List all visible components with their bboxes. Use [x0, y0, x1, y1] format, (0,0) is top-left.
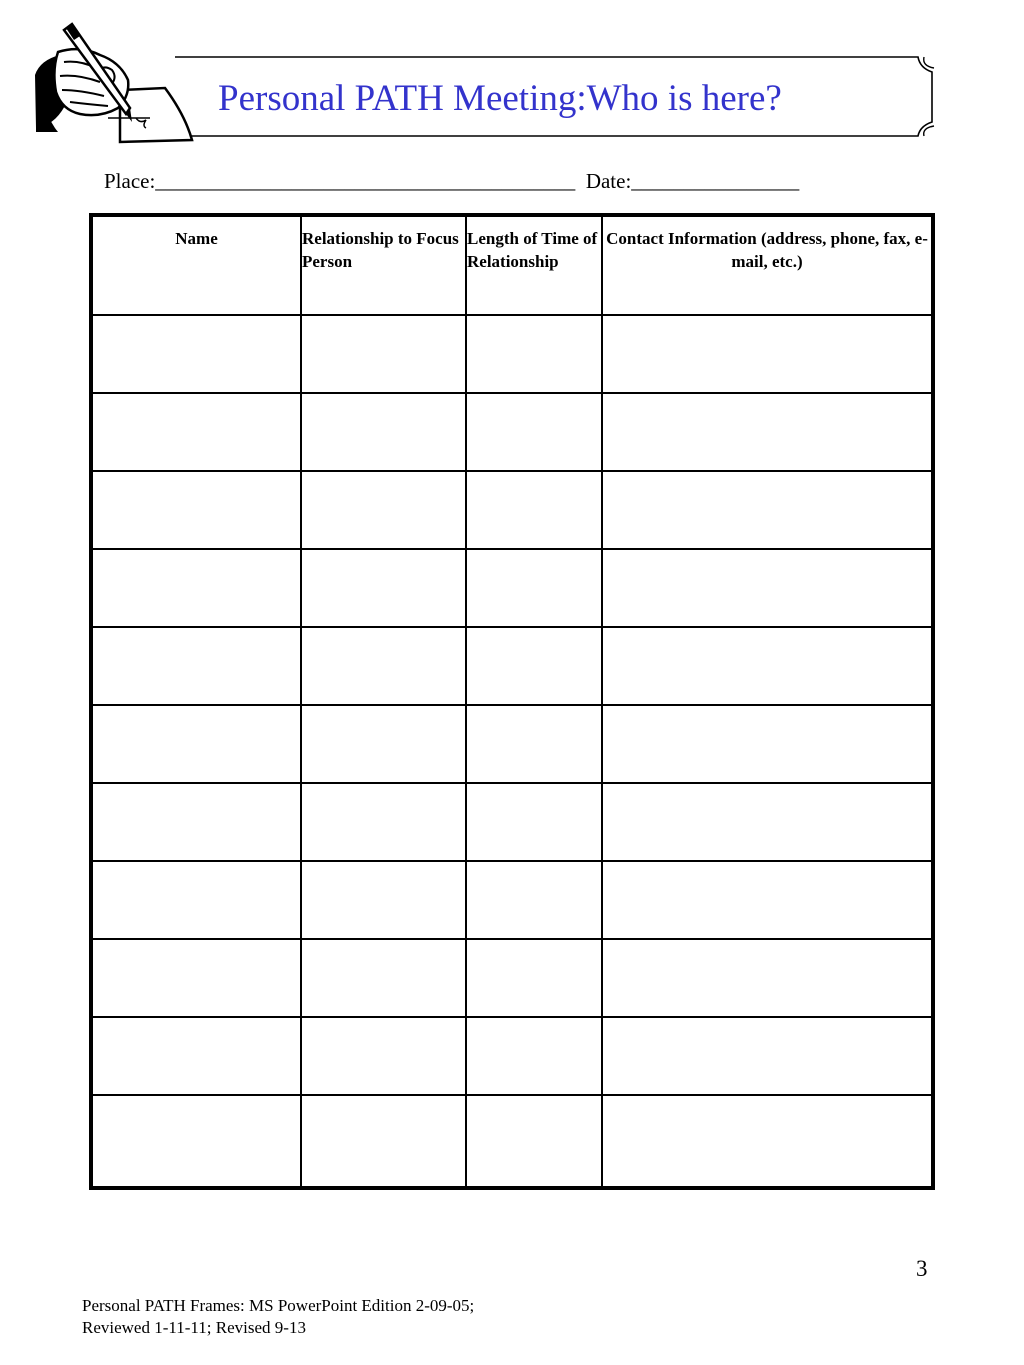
cell-length[interactable]: [466, 1017, 602, 1095]
cell-length[interactable]: [466, 939, 602, 1017]
cell-relationship[interactable]: [301, 861, 466, 939]
cell-length[interactable]: [466, 471, 602, 549]
cell-contact[interactable]: [602, 1095, 933, 1188]
cell-relationship[interactable]: [301, 549, 466, 627]
cell-length[interactable]: [466, 705, 602, 783]
cell-name[interactable]: [91, 783, 301, 861]
cell-contact[interactable]: [602, 471, 933, 549]
cell-relationship[interactable]: [301, 783, 466, 861]
cell-name[interactable]: [91, 1017, 301, 1095]
table-row: [91, 939, 933, 1017]
table-row: [91, 471, 933, 549]
cell-name[interactable]: [91, 471, 301, 549]
table-body: [91, 315, 933, 1188]
cell-name[interactable]: [91, 549, 301, 627]
hand-writing-icon: [35, 24, 192, 142]
cell-length[interactable]: [466, 393, 602, 471]
cell-relationship[interactable]: [301, 393, 466, 471]
page-number: 3: [916, 1256, 928, 1281]
cell-contact[interactable]: [602, 549, 933, 627]
cell-length[interactable]: [466, 861, 602, 939]
footer: [82, 1295, 474, 1339]
cell-contact[interactable]: [602, 1017, 933, 1095]
table-row: [91, 549, 933, 627]
page-title: Personal PATH Meeting:Who is here?: [218, 78, 782, 119]
footer-line-1: Personal PATH Frames: MS PowerPoint Edition 2-09-05;: [82, 1296, 475, 1315]
place-field[interactable]: Place:________________________________________: [104, 169, 576, 193]
cell-contact[interactable]: [602, 705, 933, 783]
cell-relationship[interactable]: [301, 1017, 466, 1095]
cell-contact[interactable]: [602, 315, 933, 393]
footer-line-2: Reviewed 1-11-11; Revised 9-13: [82, 1318, 306, 1337]
table-row: [91, 393, 933, 471]
table-row: [91, 783, 933, 861]
table-row: [91, 1017, 933, 1095]
cell-length[interactable]: [466, 783, 602, 861]
cell-relationship[interactable]: [301, 471, 466, 549]
column-header-name: Name: [91, 215, 301, 315]
table-row: [91, 315, 933, 393]
cell-length[interactable]: [466, 549, 602, 627]
column-header-contact: Contact Information (address, phone, fax, e-mail, etc.): [602, 215, 933, 315]
cell-length[interactable]: [466, 315, 602, 393]
cell-contact[interactable]: [602, 783, 933, 861]
cell-name[interactable]: [91, 861, 301, 939]
place-date-line: [104, 168, 799, 194]
attendee-table: [89, 213, 935, 1190]
table-row: [91, 1095, 933, 1188]
table-row: [91, 627, 933, 705]
cell-name[interactable]: [91, 1095, 301, 1188]
cell-contact[interactable]: [602, 393, 933, 471]
cell-relationship[interactable]: [301, 627, 466, 705]
cell-relationship[interactable]: [301, 1095, 466, 1188]
cell-length[interactable]: [466, 1095, 602, 1188]
cell-name[interactable]: [91, 393, 301, 471]
column-header-length: Length of Time of Relationship: [466, 215, 602, 315]
cell-name[interactable]: [91, 627, 301, 705]
date-field[interactable]: Date:________________: [585, 169, 800, 193]
cell-contact[interactable]: [602, 627, 933, 705]
cell-relationship[interactable]: [301, 705, 466, 783]
cell-length[interactable]: [466, 627, 602, 705]
cell-name[interactable]: [91, 705, 301, 783]
cell-name[interactable]: [91, 939, 301, 1017]
cell-contact[interactable]: [602, 939, 933, 1017]
cell-contact[interactable]: [602, 861, 933, 939]
cell-relationship[interactable]: [301, 939, 466, 1017]
cell-name[interactable]: [91, 315, 301, 393]
cell-relationship[interactable]: [301, 315, 466, 393]
table-header-row: [91, 215, 933, 315]
column-header-relationship: Relationship to Focus Person: [301, 215, 466, 315]
table-row: [91, 705, 933, 783]
table-row: [91, 861, 933, 939]
